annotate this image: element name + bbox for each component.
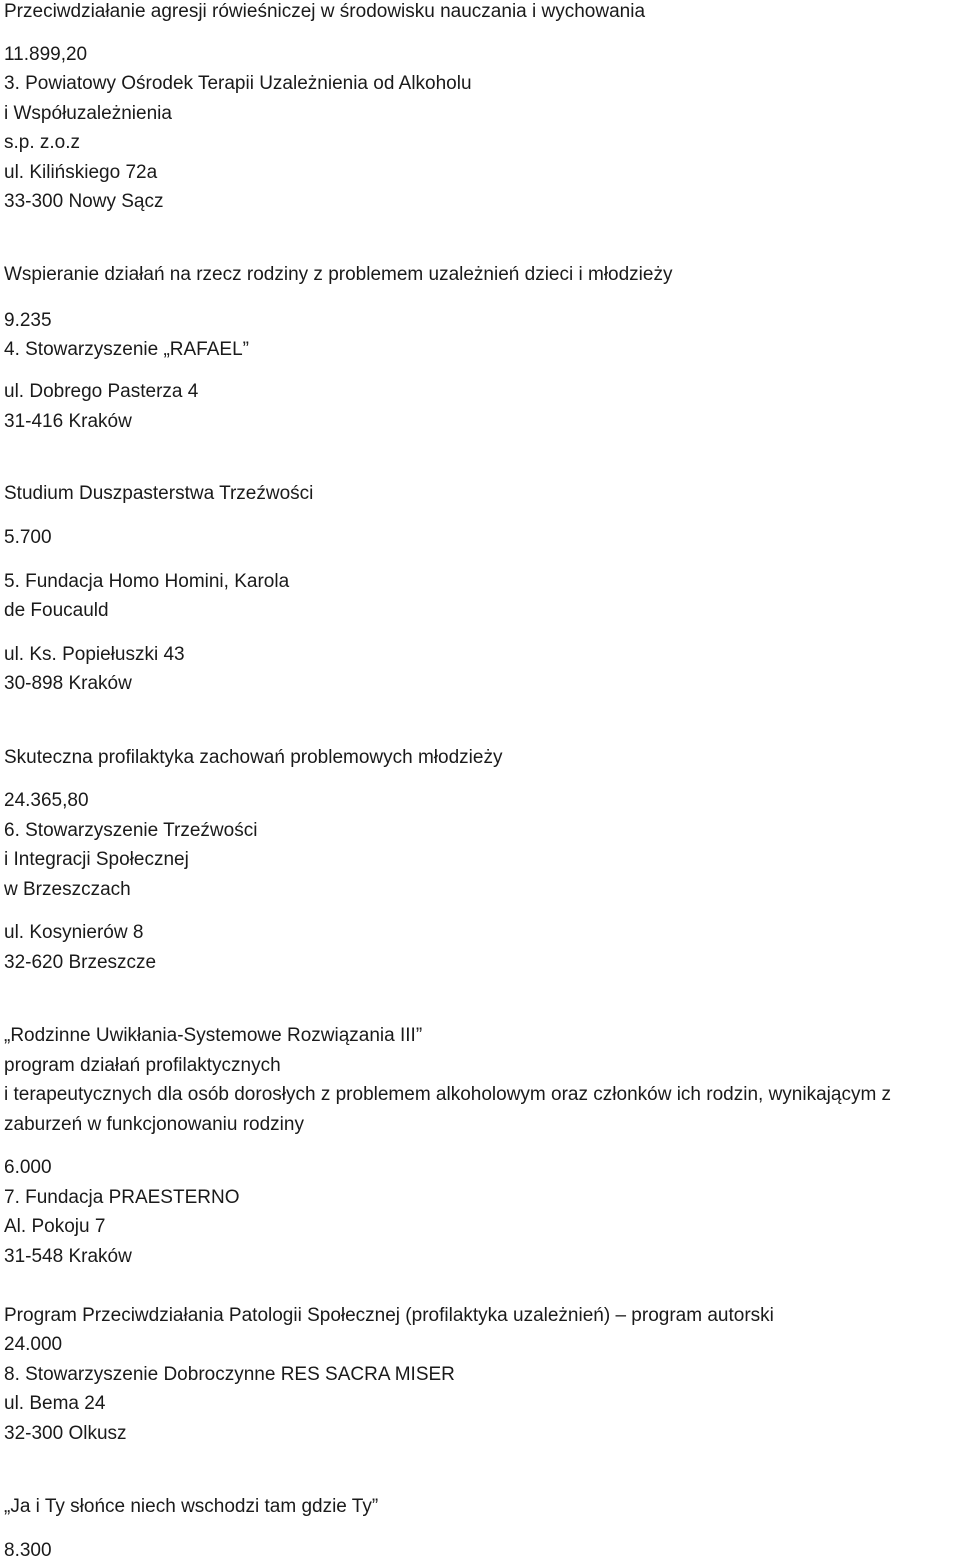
amount-8: 8.300 [4,1540,52,1561]
organization-name-5: 5. Fundacja Homo Homini, Karola [4,571,290,592]
amount-3: 9.235 [4,310,52,331]
amount-5: 24.365,80 [4,790,89,811]
program-title-6c: i terapeutycznych dla osób dorosłych z problemem alkoholowym oraz członków ich rodzin, wynikającym z [4,1084,892,1105]
organization-name-8: 8. Stowarzyszenie Dobroczynne RES SACRA MISER [4,1364,455,1385]
program-title-8: „Ja i Ty słońce niech wschodzi tam gdzie Ty” [4,1496,379,1517]
amount-4: 5.700 [4,527,52,548]
program-title-6b: program działań profilaktycznych [4,1055,281,1076]
address-city-6: 32-620 Brzeszcze [4,952,157,973]
address-street-7: Al. Pokoju 7 [4,1216,106,1237]
organization-name-7: 7. Fundacja PRAESTERNO [4,1187,240,1208]
address-street-3: ul. Kilińskiego 72a [4,162,158,183]
amount-6: 6.000 [4,1157,52,1178]
address-street-8: ul. Bema 24 [4,1393,106,1414]
address-street-4: ul. Dobrego Pasterza 4 [4,381,199,402]
address-street-6: ul. Kosynierów 8 [4,922,144,943]
amount-1: 11.899,20 [4,44,88,65]
organization-name-3: 3. Powiatowy Ośrodek Terapii Uzależnienia od Alkoholu [4,73,472,94]
address-city-4: 31-416 Kraków [4,411,132,432]
organization-name-6: 6. Stowarzyszenie Trzeźwości [4,820,258,841]
program-title-6: „Rodzinne Uwikłania-Systemowe Rozwiązania III” [4,1025,423,1046]
address-city-5: 30-898 Kraków [4,673,132,694]
address-city-8: 32-300 Olkusz [4,1423,127,1444]
organization-name-6b: i Integracji Społecznej [4,849,189,870]
organization-name-3c: s.p. z.o.z [4,132,81,153]
address-street-5: ul. Ks. Popiełuszki 43 [4,644,185,665]
program-title-7: Program Przeciwdziałania Patologii Społecznej (profilaktyka uzależnień) – program autorski [4,1305,774,1326]
program-title-4: Studium Duszpasterstwa Trzeźwości [4,483,314,504]
address-city-3: 33-300 Nowy Sącz [4,191,164,212]
program-title-3: Wspieranie działań na rzecz rodziny z problemem uzależnień dzieci i młodzieży [4,264,673,285]
organization-name-4: 4. Stowarzyszenie „RAFAEL” [4,339,249,360]
organization-name-5b: de Foucauld [4,600,109,621]
amount-7: 24.000 [4,1334,63,1355]
organization-name-6c: w Brzeszczach [4,879,131,900]
program-title-5: Skuteczna profilaktyka zachowań problemowych młodzieży [4,747,503,768]
program-title-1: Przeciwdziałanie agresji rówieśniczej w środowisku nauczania i wychowania [4,1,646,22]
address-city-7: 31-548 Kraków [4,1246,132,1267]
program-title-6d: zaburzeń w funkcjonowaniu rodziny [4,1114,304,1135]
organization-name-3b: i Współuzależnienia [4,103,172,124]
